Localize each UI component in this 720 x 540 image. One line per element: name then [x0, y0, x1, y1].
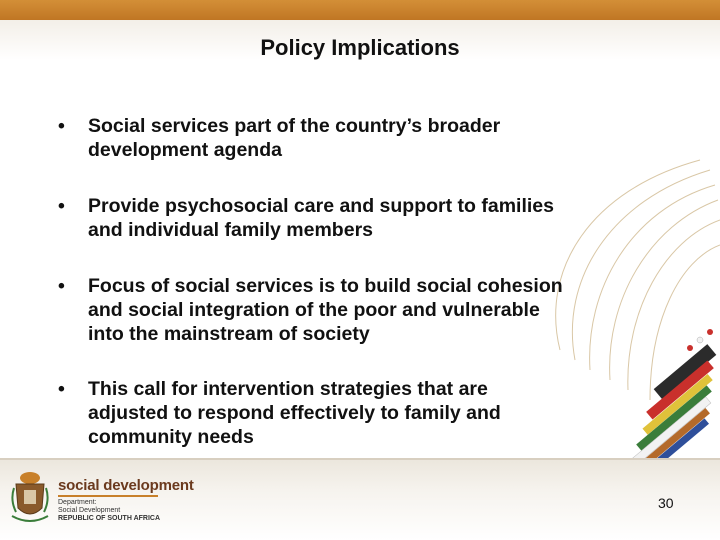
bullet-item: • This call for intervention strategies that are adjusted to respond effectively to family and community needs: [58, 378, 501, 448]
top-accent-bar: [0, 0, 720, 20]
bullet-item: • Focus of social services is to build social cohesion and social integration of the poor and vulnerable into the mainstream of society: [58, 275, 563, 345]
brand-name: social development: [58, 477, 194, 494]
footer-divider: [0, 458, 720, 460]
department-label: Department: Social Development REPUBLIC OF SOUTH AFRICA: [58, 499, 161, 522]
coat-of-arms-icon: [10, 468, 50, 528]
bullet-item: • Provide psychosocial care and support to families and individual family members: [58, 195, 554, 241]
slide-title: Policy Implications: [260, 35, 460, 60]
bullet-marker: •: [58, 275, 65, 297]
brand-underline: [58, 495, 158, 497]
page-number: 30: [658, 495, 674, 511]
bullet-marker: •: [58, 195, 65, 217]
bullet-marker: •: [58, 378, 65, 400]
bullet-item: • Social services part of the country’s broader development agenda: [58, 115, 501, 161]
bullet-marker: •: [58, 115, 65, 137]
